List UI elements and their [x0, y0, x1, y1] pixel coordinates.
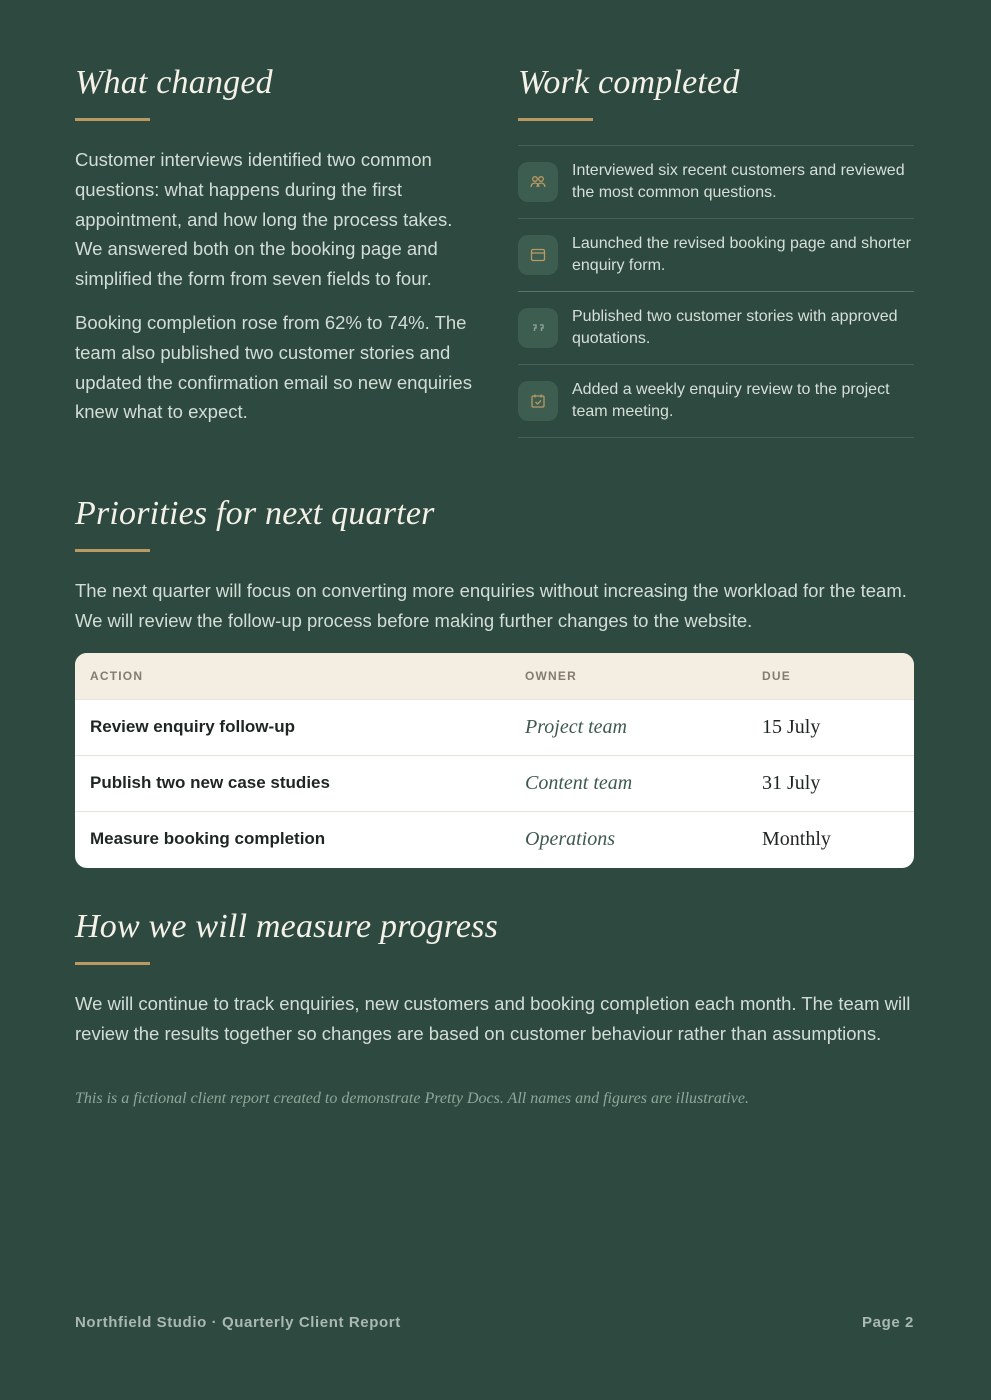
heading-accent-rule: [518, 118, 593, 121]
priorities-heading: Priorities for next quarter: [75, 495, 435, 532]
table-header-row: [75, 653, 914, 699]
priorities-intro: The next quarter will focus on converting more enquiries without increasing the workload for the team. We will review the follow-up process before making further changes to the website.: [75, 580, 907, 631]
browser-window-icon: [518, 235, 558, 275]
owner-cell: Content team: [525, 771, 633, 794]
owner-cell: Operations: [525, 827, 615, 850]
action-cell: Publish two new case studies: [90, 773, 330, 792]
page-footer: [75, 1314, 914, 1331]
footer-page-number: Page 2: [862, 1314, 914, 1331]
table-row: [75, 755, 914, 811]
work-item-text: Interviewed six recent customers and reviewed the most common questions.: [572, 162, 905, 201]
column-header-owner: OWNER: [525, 668, 577, 683]
heading-accent-rule: [75, 118, 150, 121]
due-cell: 31 July: [762, 771, 821, 794]
due-cell: Monthly: [762, 827, 831, 850]
work-item-text: Launched the revised booking page and shorter enquiry form.: [572, 235, 911, 274]
table-row: [75, 699, 914, 755]
disclaimer-note: This is a fictional client report created to demonstrate Pretty Docs. All names and figures are illustrative.: [75, 1090, 749, 1107]
work-completed-section: [518, 64, 914, 420]
work-completed-list: [518, 145, 914, 438]
work-item-text: Added a weekly enquiry review to the project team meeting.: [572, 381, 890, 420]
owner-cell: Project team: [525, 715, 628, 738]
heading-accent-rule: [75, 549, 150, 552]
footer-report-title: Northfield Studio · Quarterly Client Report: [75, 1314, 401, 1331]
work-item: [518, 365, 914, 438]
measure-text: We will continue to track enquiries, new customers and booking completion each month. The team will review the results together so changes are based on customer behaviour rather than assumptions.: [75, 993, 911, 1044]
calendar-check-icon: [518, 381, 558, 421]
people-icon: [518, 162, 558, 202]
what-changed-paragraph-2: Booking completion rose from 62% to 74%. The team also published two customer stories and updated the confirmation email so new enquiries knew what to expect.: [75, 311, 472, 423]
due-cell: 15 July: [762, 715, 821, 738]
heading-accent-rule: [75, 962, 150, 965]
priorities-table: [75, 653, 914, 868]
work-item-text: Published two customer stories with approved quotations.: [572, 308, 898, 347]
report-page: [75, 0, 914, 1400]
work-item: [518, 219, 914, 292]
table-row: [75, 811, 914, 867]
measure-section: [75, 910, 914, 1049]
action-cell: Measure booking completion: [90, 829, 326, 849]
work-completed-heading: Work completed: [518, 64, 740, 101]
work-item: [518, 292, 914, 365]
column-header-action: ACTION: [90, 668, 144, 683]
what-changed-heading: What changed: [75, 64, 273, 101]
work-item: [518, 146, 914, 219]
quote-icon: [518, 308, 558, 348]
column-header-due: DUE: [762, 668, 791, 683]
action-cell: Review enquiry follow-up: [90, 717, 295, 736]
priorities-section: [75, 497, 914, 636]
measure-heading: How we will measure progress: [75, 908, 499, 945]
what-changed-paragraph-1: Customer interviews identified two common questions: what happens during the first appointment, and how long the process takes. We answered both on the booking page and simplified the form from seven fields to four.: [75, 149, 453, 290]
what-changed-section: [75, 66, 475, 427]
